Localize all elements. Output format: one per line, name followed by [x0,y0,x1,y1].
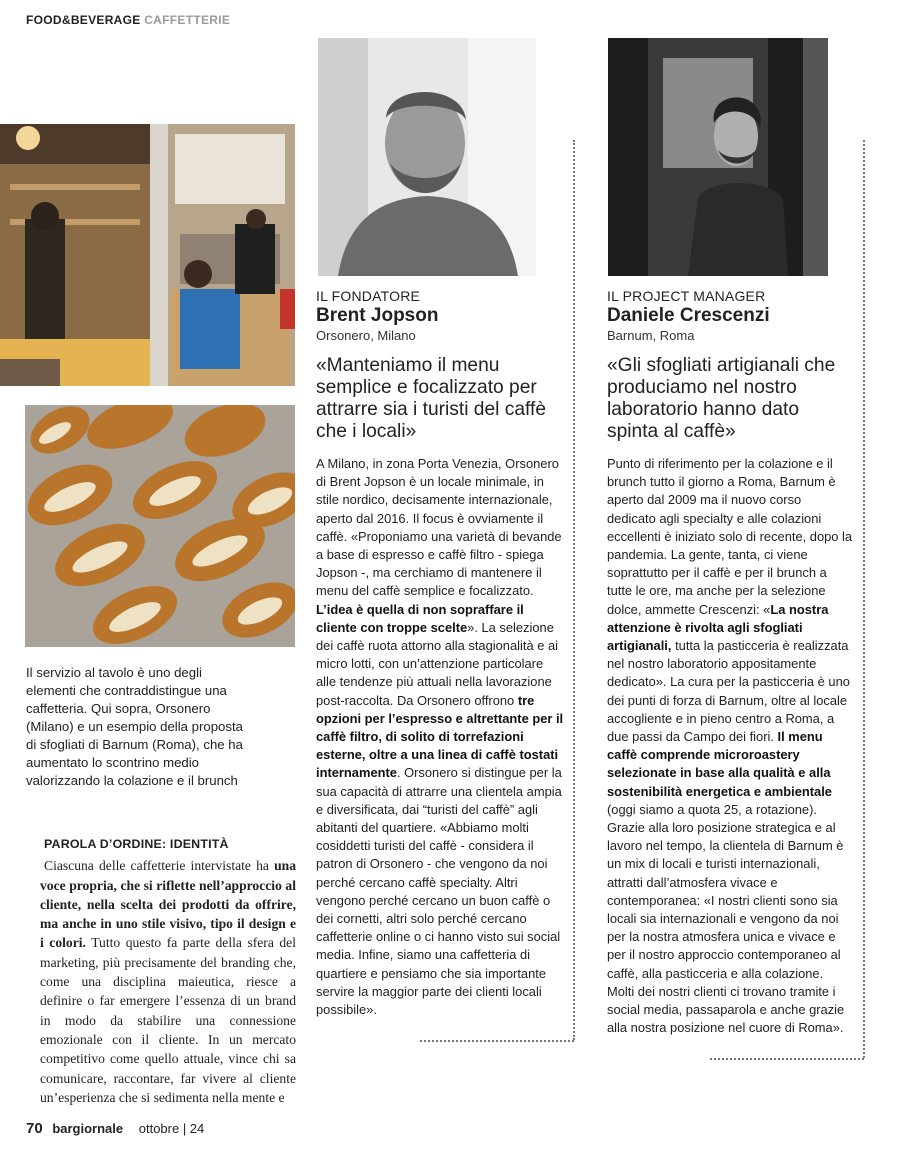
subsection-label: CAFFETTERIE [144,13,231,27]
magazine-name: bargiornale [52,1121,124,1136]
article-highlight: una voce propria, che si riflette nell’approccio al cliente, nella scelta dei prodotti da offrire, ma anche in uno stile visivo, tipo il design e i colori. [40,858,296,951]
identity-article [40,835,296,1107]
venue-label: Orsonero, Milano [316,328,416,343]
frame-line [710,1058,864,1060]
role-label: IL PROJECT MANAGER [607,288,766,304]
issue-date: ottobre | 24 [138,1121,205,1136]
pastries-photo [25,405,295,647]
article-paragraph: Ciascuna delle caffetterie intervistate ha una voce propria, che si riflette nell’approccio al cliente, nella scelta dei prodotti da offrire, ma anche in uno stile visivo, tipo il design e i colori. Tutto questo fa parte della sfera del marketing, più precisamente del branding che, come una disciplina maieutica, riesce a definire o far emergere l’essenza di un brand in modo da stabilire una connessione emozionale con il cliente. In un mercato competitivo come quello attuale, vince chi sa comunicare, raccontare, far vivere al cliente un’esperienza che si sedimenta nella mente e [40,858,296,1105]
daniele-crescenzi-portrait [608,38,828,276]
person-name: Brent Jopson [316,305,439,326]
pull-quote: «Manteniamo il menu semplice e focalizzato per attrarre sia i turisti del caffè che i locali» [316,355,546,442]
frame-line [420,1040,574,1042]
frame-line [573,140,575,1040]
photo-caption: Il servizio al tavolo è uno degli elementi che contraddistingue una caffetteria. Qui sopra, Orsonero (Milano) e un esempio della proposta di sfogliati di Barnum (Roma), che ha aumentato lo scontrino medio valorizzando la colazione e il brunch [26,665,243,788]
section-label: FOOD&BEVERAGE [26,13,141,27]
profile-body: Punto di riferimento per la colazione e il brunch tutto il giorno a Roma, Barnum è aperto dal 2009 ma il nuovo corso dedicato agli specialty e alle colazioni eccellenti è iniziato solo di recente, dopo la pandemia. La gente, tanta, ci viene soprattutto per il caffè e per il brunch a tutte le ore, ma anche per la selezione dolce, ammette Crescenzi: «La nostra attenzione è rivolta agli sfogliati artigianali, tutta la pasticceria è realizzata nel nostro laboratorio appositamente dedicato». La cura per la pasticceria è uno dei punti di forza di Barnum, oltre al locale accogliente e in pieno centro a Roma, a due passi da Campo dei fiori. Il menu caffè comprende microroastery selezionate in base alla qualità e alla sostenibilità energetica e ambientale (oggi siamo a quota 25, a rotazione). Grazie alla loro posizione strategica e al lavoro nel tempo, la clientela di Barnum è un mix di locali e turisti internazionali, attratti dall’atmosfera vivace e contemporanea: «I nostri clienti sono sia locali sia internazionali e vengono da noi per la nostra atmosfera unica e vivace e per il nostro approccio contemporaneo al caffè, alla pasticceria e alla colazione. Molti dei nostri clienti ci trovano tramite i social media, passaparola e anche grazie alla nostra posizione nel cuore di Roma». [607,456,853,1036]
section-header [26,13,230,27]
brent-jopson-portrait [318,38,536,276]
page-number: 70 [26,1120,43,1137]
profile-daniele-crescenzi [607,288,853,1038]
article-subtitle: PAROLA D’ORDINE: IDENTITÀ [44,837,229,851]
profile-brent-jopson [316,288,564,1019]
cafe-interior-photo [0,124,295,386]
role-label: IL FONDATORE [316,288,421,304]
page-footer [26,1120,204,1137]
pull-quote: «Gli sfogliati artigianali che produciamo nel nostro laboratorio hanno dato spinta al caffè» [607,355,836,442]
profile-body: A Milano, in zona Porta Venezia, Orsonero di Brent Jopson è un locale minimale, in stile nordico, decisamente internazionale, aperto dal 2016. Il focus è ovviamente il caffè. «Proponiamo una varietà di bevande a base di espresso e caffè filtro - spiega Jopson -, ma cerchiamo di mantenere il menu del caffè semplice e focalizzato. L’idea è quella di non sopraffare il cliente con troppe scelte». La selezione dei caffè ruota attorno alla stagionalità e ai micro lotti, con un’attenzione particolare alle tendenze più attuali nella lavorazione post-raccolta. Da Orsonero offrono tre opzioni per l’espresso e altrettante per il caffè filtro, di solito di torrefazioni esterne, oltre a una linea di caffè tostati internamente. Orsonero si distingue per la sua capacità di attrarre una clientela ampia e diversificata, dai “turisti del caffè” agli abitanti del quartiere. «Abbiamo molti cosiddetti turisti del caffè - considera il patron di Orsonero - che vengono da noi perché cercano caffè specialty. Altri vengono perché cercano un buon caffè o dei cornetti, altri solo perché cercano caffetterie online o ci hanno visto sui social media. Infine, siamo una caffetteria di quartiere e pensiamo che sia importante servire la maggior parte dei clienti locali possibile». [316,456,564,1018]
person-name: Daniele Crescenzi [607,305,770,326]
frame-line [863,140,865,1058]
venue-label: Barnum, Roma [607,328,695,343]
